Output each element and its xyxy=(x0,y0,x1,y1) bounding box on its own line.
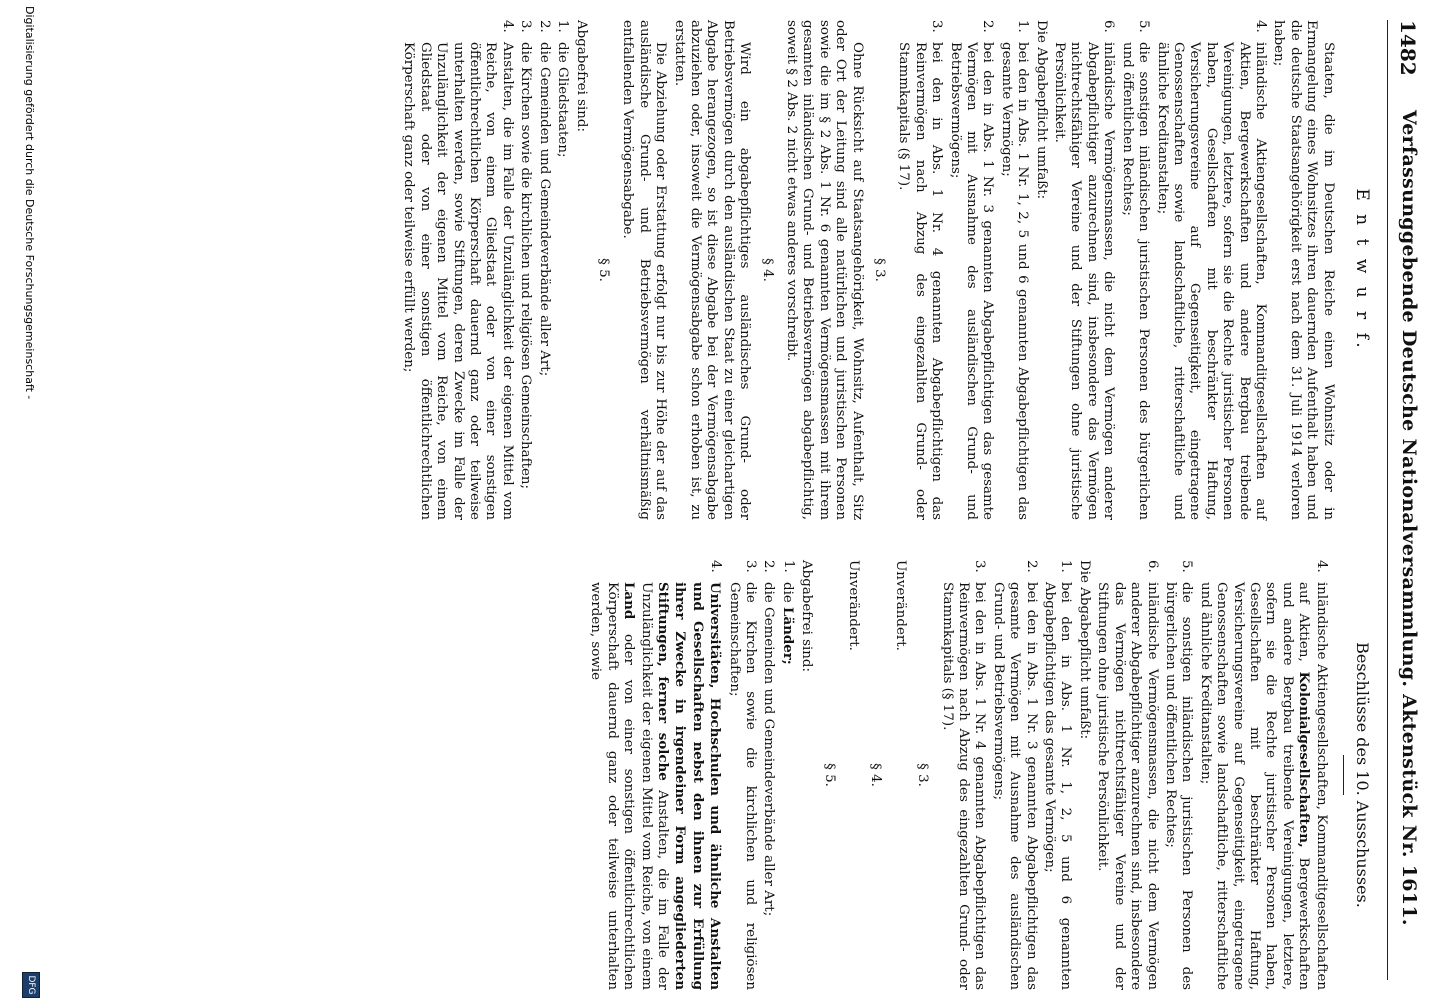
list-item: 6. inländische Vermögensmassen, die nicht dem Vermögen anderer Abgabepflichtiger anzurechnen sind, insbesondere das Vermögen nichtrechtsfähiger Vereine und der Stiftungen ohne juristische Persönlichkeit. xyxy=(1095,560,1160,990)
footer-strip xyxy=(0,0,50,1000)
dfg-logo: DFG xyxy=(22,972,40,998)
footer-rotated xyxy=(0,0,50,1000)
column-draft xyxy=(398,20,1370,520)
list-item: 2. die Gemeinden und Gemeindeverbände aller Art; xyxy=(535,20,551,520)
section-heading: § 3. xyxy=(915,763,931,787)
bold-run: Kolonialgesellschaften, xyxy=(1296,671,1313,848)
list-item: 6. inländische Vermögensmassen, die nicht dem Vermögen anderer Abgabepflichtiger anzurechnen sind, insbesondere das Vermögen nichtrechtsfähiger Vereine und der Stiftungen ohne juristische Persönlichkeit. xyxy=(1052,20,1117,520)
item-text: bei den in Abs. 1 Nr. 1, 2, 5 und 6 genannten Abgabepflichtigen das gesamte Vermögen; xyxy=(1042,582,1074,990)
item-text: bei den in Abs. 1 Nr. 1, 2, 5 und 6 genannten Abgabepflichtigen das gesamte Vermögen; xyxy=(998,42,1031,520)
item-text: die Gliedstaaten; xyxy=(555,42,571,158)
item-text: inländische Vermögensmassen, die nicht dem Vermögen anderer Abgabepflichtiger anzurechnen sind, insbesondere das Vermögen nichtrechtsfähiger Vereine und der Stiftungen ohne juristische Persönlichkeit. xyxy=(1095,582,1160,990)
text-run: die xyxy=(779,582,795,603)
item-text: inländische Aktiengesellschaften, Kommanditgesellschaften auf Aktien, Bergewerkschaften und andere Bergbau treibende Vereinigungen, letztere, sofern sie die Rechte juristischer Personen haben, Gesellschaften mit beschränkter Haftung, Versicherungsvereine auf Gegenseitigkeit, eingetragene Genossenschaften sowie landschaftliche, ritterschaftliche und ähnliche Kreditanstalten; xyxy=(1154,42,1268,520)
list-item: 1. die Länder; xyxy=(778,560,795,990)
list-item: 5. die sonstigen inländischen juristischen Personen des bürgerlichen und öffentlichen Rechtes; xyxy=(1119,20,1152,520)
item-text: bei den in Abs. 1 Nr. 3 genannten Abgabepflichtigen das gesamte Vermögen mit Ausnahme des ausländischen Grund- und Betriebsvermögens; xyxy=(947,42,996,520)
item-text: Anstalten, die im Falle der Unzulänglichkeit der eigenen Mittel vom Reiche, von einem Gliedstaat oder von einer sonstigen öffentlichrechtlichen Körperschaft dauernd ganz oder teilweise unterhalten werden, sowie Stiftungen, deren Zwecke im Falle der Unzulänglichkeit der eigenen Mittel vom Reiche, von einem Gliedstaat oder von einer sonstigen öffentlichrechtlichen Körperschaft ganz oder teilweise erfüllt werden; xyxy=(401,42,515,520)
rotated-page xyxy=(50,0,1430,1000)
header-title: Verfassunggebende Deutsche Nationalversammlung. Aktenstück Nr. 1611. xyxy=(1398,110,1420,926)
section-heading: § 5. xyxy=(595,258,611,282)
paragraph: Ohne Rücksicht auf Staatsangehörigkeit, Wohnsitz, Aufenthalt, Sitz oder Ort der Leitung sind alle natürlichen und juristischen Personen sowie die im § 2 Abs. 1 Nr. 6 genannten Vermögensmassen mit ihrem gesamten inländischen Grund- und Betriebsvermögen abgabepflichtig, soweit § 2 Abs. 2 nicht etwas anderes vorschreibt. xyxy=(784,20,865,520)
list-item: 4. inländische Aktiengesellschaften, Kommanditgesellschaften auf Aktien, Bergewerkschaften und andere Bergbau treibende Vereinigungen, letztere, sofern sie die Rechte juristischer Personen haben, Gesellschaften mit beschränkter Haftung, Versicherungsvereine auf Gegenseitigkeit, eingetragene Genossenschaften sowie landschaftliche, ritterschaftliche und ähnliche Kreditanstalten; xyxy=(1154,20,1268,520)
column-committee xyxy=(585,560,1370,990)
divider xyxy=(1343,755,1344,795)
unchanged-note: Unverändert. xyxy=(892,560,908,651)
item-text: die Gemeinden und Gemeindeverbände aller Art; xyxy=(536,42,552,377)
list-item: 5. die sonstigen inländischen juristischen Personen des bürgerlichen und öffentlichen Rechtes; xyxy=(1162,560,1195,990)
list-item: 4. Universitäten, Hochschulen und ähnliche Anstalten und Gesellschaften nebst den ihnen zur Erfüllung ihrer Zwecke in irgendeiner Form angegliederten Stiftungen, ferner solche Anstalten, die im Falle der Unzulänglichkeit der eigenen Mittel vom Reiche, von einem Land oder von einer sonstigen öffentlichrechtlichen Körperschaft dauernd ganz oder teilweise unterhalten werden, sowie xyxy=(588,560,724,990)
unchanged-note: Unverändert. xyxy=(846,560,862,651)
document-page xyxy=(50,0,1430,1000)
page-number: 1482 xyxy=(1396,20,1420,76)
list-item: 2. bei den in Abs. 1 Nr. 3 genannten Abgabepflichtigen das gesamte Vermögen mit Ausnahme des ausländischen Grund- und Betriebsvermögens; xyxy=(990,560,1039,990)
item-text xyxy=(1196,582,1328,990)
scanned-page xyxy=(50,0,1430,1000)
item-text: die sonstigen inländischen juristischen Personen des bürgerlichen und öffentlichen Rechtes; xyxy=(1162,582,1195,990)
text-run: inländische Aktiengesellschaften, Kommanditgesellschaften auf Aktien, xyxy=(1296,582,1329,990)
list-item: 1. die Gliedstaaten; xyxy=(554,20,570,520)
paragraph: Die Abziehung oder Erstattung erfolgt nur bis zur Höhe der auf das ausländische Grund- und Betriebsvermögen verhältnismäßig entfallenden Vermögensabgabe. xyxy=(620,20,669,520)
item-text xyxy=(778,582,795,990)
text-run: oder von einer sonstigen öffentlichrechtlichen Körperschaft dauernd ganz oder teilweise unterhalten werden, sowie xyxy=(588,582,637,990)
item-text: die sonstigen inländischen juristischen Personen des bürgerlichen und öffentlichen Rechtes; xyxy=(1119,42,1152,520)
item-text: die Kirchen sowie die kirchlichen und religiösen Gemeinschaften; xyxy=(726,582,758,990)
section-heading: § 3. xyxy=(872,258,888,282)
section-heading: § 4. xyxy=(868,763,884,787)
paragraph: Abgabefrei sind: xyxy=(799,560,815,672)
list-item: 3. die Kirchen sowie die kirchlichen und religiösen Gemeinschaften; xyxy=(517,20,533,520)
item-text: bei den in Abs. 1 Nr. 3 genannten Abgabepflichtigen das gesamte Vermögen mit Ausnahme des ausländischen Grund- und Betriebsvermögens; xyxy=(990,582,1039,990)
paragraph: Abgabefrei sind: xyxy=(573,20,589,132)
item-text: inländische Vermögensmassen, die nicht dem Vermögen anderer Abgabepflichtiger anzurechnen sind, insbesondere das Vermögen nichtrechtsfähiger Vereine und der Stiftungen ohne juristische Persönlichkeit. xyxy=(1052,42,1117,520)
list-item: 3. die Kirchen sowie die kirchlichen und religiösen Gemeinschaften; xyxy=(726,560,758,990)
item-text: die Gemeinden und Gemeindeverbände aller Art; xyxy=(761,582,777,917)
paragraph: Wird ein abgabepflichtiges ausländisches Grund- oder Betriebsvermögen durch den ausländischen Staat zu einer gleichartigen Abgabe herangezogen, so ist diese Abgabe bei der Vermögensabgabe abzuziehen oder, insoweit die Vermögensabgabe schon erhoben ist, zu erstatten. xyxy=(671,20,753,520)
paragraph: Die Abgabepflicht umfaßt: xyxy=(1033,20,1049,200)
list-item: 1. bei den in Abs. 1 Nr. 1, 2, 5 und 6 genannten Abgabepflichtigen das gesamte Vermögen; xyxy=(1042,560,1074,990)
section-heading: § 5. xyxy=(821,763,837,787)
item-text: die Kirchen sowie die kirchlichen und religiösen Gemeinschaften; xyxy=(518,42,534,490)
page-header xyxy=(1387,20,1422,980)
footer-credit: Digitalisierung gefördert durch die Deutsche Forschungsgemeinschaft - xyxy=(23,6,36,400)
list-item: 4. inländische Aktiengesellschaften, Kommanditgesellschaften auf Aktien, Kolonialgesellschaften, Bergewerkschaften und andere Bergbau treibende Vereinigungen, letztere, sofern sie die Rechte juristischer Personen haben, Gesellschaften mit beschränkter Haftung, Versicherungsvereine auf Gegenseitigkeit, eingetragene Genossenschaften sowie landschaftliche, ritterschaftliche und ähnliche Kreditanstalten; xyxy=(1197,560,1329,990)
list-item: 3. bei den in Abs. 1 Nr. 4 genannten Abgabepflichtigen das Reinvermögen nach Abzug des eingezahlten Grund- oder Stammkapitals (§ 17). xyxy=(896,20,945,520)
item-text: bei den in Abs. 1 Nr. 4 genannten Abgabepflichtigen das Reinvermögen nach Abzug des eingezahlten Grund- oder Stammkapitals (§ 17). xyxy=(896,42,945,520)
item-text xyxy=(587,582,723,990)
section-heading: § 4. xyxy=(759,258,775,282)
text-run: Bergewerkschaften und andere Bergbau treibende Vereinigungen, letztere, sofern sie die Rechte juristischer Personen haben, Gesellschaften mit beschränkter Haftung, Versicherungsvereine auf Gegenseitigkeit, eingetragene Genossenschaften sowie landschaftliche, ritterschaftliche und ähnliche Kreditanstalten; xyxy=(1197,582,1312,990)
list-item: 2. bei den in Abs. 1 Nr. 3 genannten Abgabepflichtigen das gesamte Vermögen mit Ausnahme des ausländischen Grund- und Betriebsvermögens; xyxy=(947,20,996,520)
list-item: 1. bei den in Abs. 1 Nr. 1, 2, 5 und 6 genannten Abgabepflichtigen das gesamte Vermögen; xyxy=(998,20,1031,520)
paragraph: Die Abgabepflicht umfaßt: xyxy=(1076,560,1092,740)
text-run: Anstalten, die im Falle der Unzulänglichkeit der eigenen Mittel vom Reiche, von einem xyxy=(638,582,670,990)
bold-run: Land xyxy=(621,582,638,620)
draft-heading: E n t w u r f. xyxy=(1352,188,1372,352)
item-text: bei den in Abs. 1 Nr. 4 genannten Abgabepflichtigen das Reinvermögen nach Abzug des eingezahlten Grund- oder Stammkapitals (§ 17). xyxy=(939,582,988,990)
list-item: 3. bei den in Abs. 1 Nr. 4 genannten Abgabepflichtigen das Reinvermögen nach Abzug des eingezahlten Grund- oder Stammkapitals (§ 17). xyxy=(939,560,988,990)
committee-heading: Beschlüsse des 10. Ausschusses. xyxy=(1353,642,1372,908)
paragraph: Staaten, die im Deutschen Reiche einen Wohnsitz oder in Ermangelung eines Wohnsitzes ihren dauernden Aufenthalt haben und die deutsche Staatsangehörigkeit erst nach dem 31. Juli 1914 verloren haben; xyxy=(1271,20,1336,520)
bold-run: Universitäten, Hochschulen und ähnliche Anstalten und Gesellschaften nebst den ihnen zur Erfüllung ihrer Zwecke in irgendeiner Form angegliederten Stiftungen, ferner solche xyxy=(654,582,724,990)
bold-run: Länder; xyxy=(779,607,796,665)
list-item: 2. die Gemeinden und Gemeindeverbände aller Art; xyxy=(760,560,776,990)
list-item: 4. Anstalten, die im Falle der Unzulänglichkeit der eigenen Mittel vom Reiche, von einem Gliedstaat oder von einer sonstigen öffentlichrechtlichen Körperschaft dauernd ganz oder teilweise unterhalten werden, sowie Stiftungen, deren Zwecke im Falle der Unzulänglichkeit der eigenen Mittel vom Reiche, von einem Gliedstaat oder von einer sonstigen öffentlichrechtlichen Körperschaft ganz oder teilweise erfüllt werden; xyxy=(401,20,515,520)
